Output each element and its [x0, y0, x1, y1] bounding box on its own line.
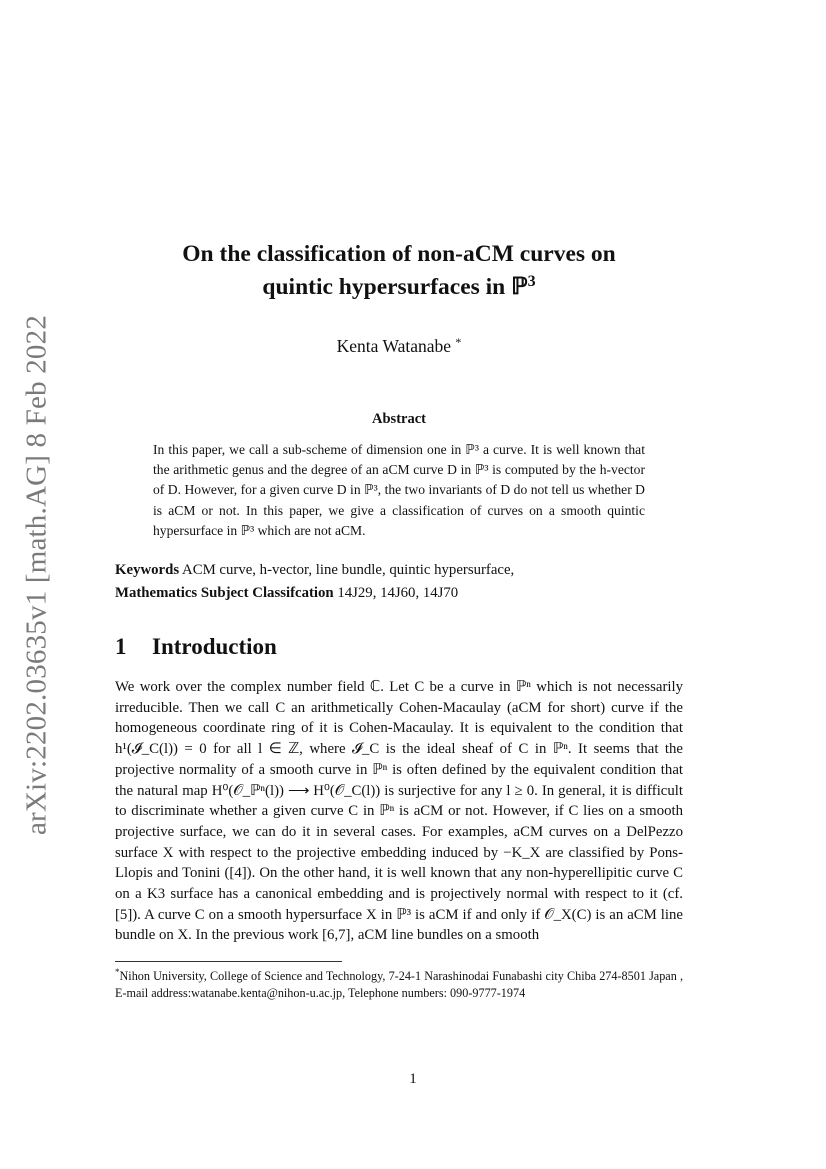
author-name: Kenta Watanabe: [336, 336, 452, 356]
keywords-line: [115, 559, 683, 582]
author: [115, 336, 683, 357]
keywords-label: Keywords: [115, 562, 180, 579]
arxiv-side-stamp: [14, 314, 60, 836]
metadata-block: [115, 559, 683, 605]
paper-page: [115, 238, 683, 1002]
keywords-value: ACM curve, h-vector, line bundle, quintic hypersurface,: [182, 562, 515, 579]
footnote-text: Nihon University, College of Science and Technology, 7-24-1 Narashinodai Funabashi city Chiba 274-8501 Japan , E-mail address:watanabe.kenta@nihon-u.ac.jp, Telephone numbers: 090-9777-1974: [115, 968, 683, 1000]
title-line-2-superscript: 3: [527, 273, 536, 291]
msc-value: 14J29, 14J60, 14J70: [337, 585, 459, 602]
page-number: 1: [409, 1071, 417, 1087]
footnote-mark: *: [115, 966, 120, 977]
title-line-2-text: quintic hypersurfaces in ℙ: [262, 274, 528, 300]
section-heading: [115, 634, 683, 660]
msc-label: Mathematics Subject Classifcation: [115, 585, 334, 602]
intro-paragraph: We work over the complex number field ℂ. Let C be a curve in ℙⁿ which is not necessarily irreducible. Then we call C an arithmetically Cohen-Macaulay (aCM for short) curve if the homogeneous coordinate ring of it is Cohen-Macaulay. It is equivalent to the condition that h¹(𝓘_C(l)) = 0 for all l ∈ ℤ, where 𝓘_C is the ideal sheaf of C in ℙⁿ. It seems that the projective normality of a smooth curve in ℙⁿ is often defined by the equivalent condition that the natural map H⁰(𝒪_ℙⁿ(l)) ⟶ H⁰(𝒪_C(l)) is surjective for any l ≥ 0. In general, it is difficult to discriminate whether a given curve C in ℙⁿ is aCM or not. However, if C lies on a smooth projective surface, we can do it in several cases. For examples, aCM curves on a DelPezzo surface X with respect to the projective embedding induced by −K_X are classified by Pons-Llopis and Tonini ([4]). On the other hand, it is well known that any non-hyperellipitic curve C on a K3 surface has a canonical embedding and is projectively normal with respect to it (cf. [5]). A curve C on a smooth hypersurface X in ℙ³ is aCM if and only if 𝒪_X(C) is an aCM line bundle on X. In the previous work [6,7], aCM line bundles on a smooth: [115, 679, 683, 944]
abstract-text: In this paper, we call a sub-scheme of dimension one in ℙ³ a curve. It is well known that the arithmetic genus and the degree of an aCM curve D in ℙ³ is computed by the h-vector of D. However, for a given curve D in ℙ³, the two invariants of D do not tell us whether D is aCM or not. In this paper, we give a classification of curves on a smooth quintic hypersurface in ℙ³ which are not aCM.: [153, 442, 645, 538]
footnote-rule: [115, 961, 342, 962]
footnote: [115, 968, 683, 1002]
title-line-1: On the classification of non-aCM curves on: [182, 241, 616, 267]
paper-title: [115, 238, 683, 304]
author-footnote-mark: *: [455, 335, 462, 350]
section-number: 1: [115, 634, 127, 660]
section-title: Introduction: [152, 634, 277, 660]
abstract-heading: Abstract: [372, 411, 426, 427]
msc-line: [115, 582, 683, 605]
arxiv-identifier: arXiv:2202.03635v1 [math.AG] 8 Feb 2022: [20, 314, 53, 836]
title-line-2: [115, 271, 683, 304]
